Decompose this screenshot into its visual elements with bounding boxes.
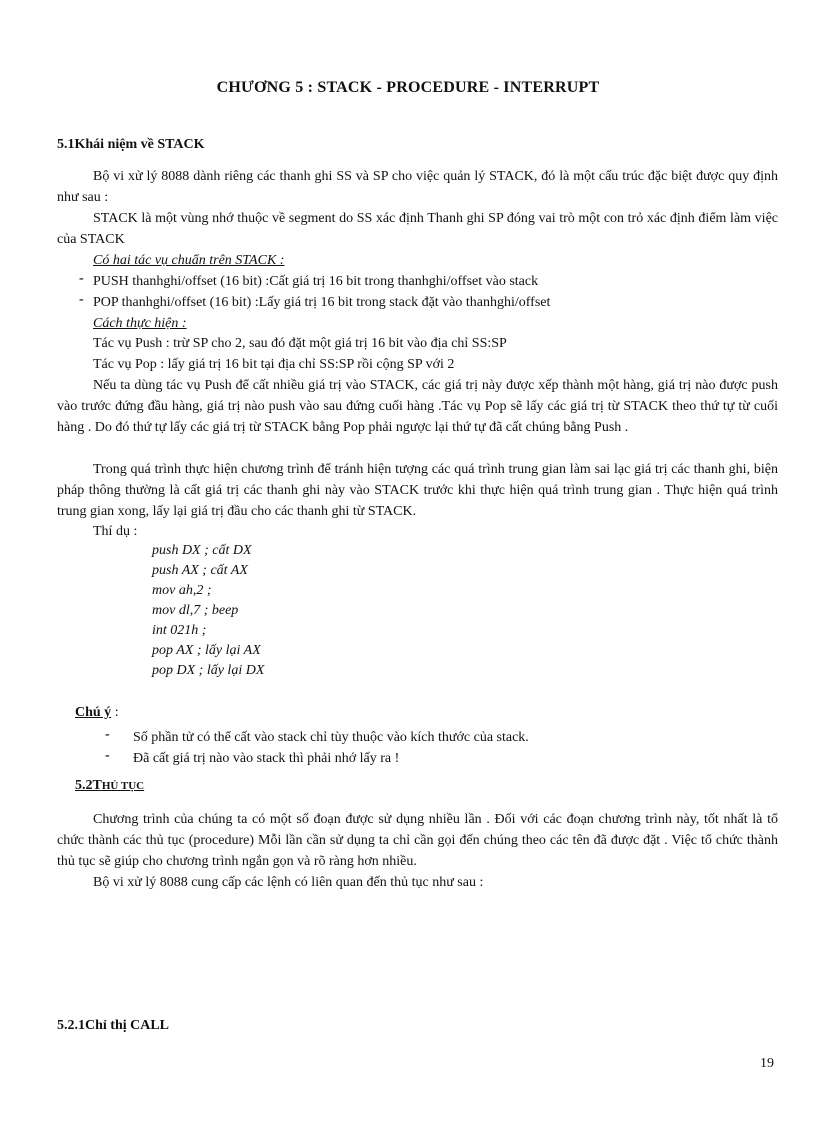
chapter-title: CHƯƠNG 5 : STACK - PROCEDURE - INTERRUPT	[216, 79, 600, 96]
code-line: push DX ; cất DX	[152, 543, 252, 558]
dash-bullet-icon: -	[79, 271, 84, 286]
page-number: 19	[760, 1056, 774, 1071]
stack-op-push: PUSH thanhghi/offset (16 bit) :Cất giá trị 16 bit trong thanhghi/offset vào stack	[93, 274, 539, 289]
note-label: Chú ý :	[75, 705, 119, 720]
push-description: Tác vụ Push : trừ SP cho 2, sau đó đặt một giá trị 16 bit vào địa chỉ SS:SP	[93, 336, 507, 351]
stack-op-pop: POP thanhghi/offset (16 bit) :Lấy giá trị 16 bit trong stack đặt vào thanhghi/offset	[93, 295, 551, 310]
dash-bullet-icon: -	[105, 748, 110, 763]
note-item: Số phần tử có thể cất vào stack chỉ tùy thuộc vào kích thước của stack.	[133, 730, 529, 745]
method-label: Cách thực hiện :	[93, 316, 187, 331]
section-5-1-para-2: STACK là một vùng nhớ thuộc về segment do SS xác định Thanh ghi SP đóng vai trò một con trỏ xác định điểm làm việc của STACK	[57, 211, 778, 247]
code-example	[152, 541, 452, 686]
section-5-2-para-1: Chương trình của chúng ta có một số đoạn được sử dụng nhiều lần . Đối với các đoạn chương trình này, tốt nhất là tổ chức thành các thủ tục (procedure) Mỗi lần cần sử dụng ta chỉ cần gọi đến chúng theo các tên đã được đặt . Việc tổ chức thành thủ tục sẽ giúp cho chương trình ngắn gọn và rõ ràng hơn nhiều.	[57, 812, 778, 869]
code-line: pop DX ; lấy lại DX	[152, 663, 265, 678]
code-line: pop AX ; lấy lại AX	[152, 643, 261, 658]
example-label: Thí dụ :	[93, 524, 138, 539]
note-item: Đã cất giá trị nào vào stack thì phải nhớ lấy ra !	[133, 751, 400, 766]
section-5-2-para-2: Bộ vi xử lý 8088 cung cấp các lệnh có liên quan đến thủ tục như sau :	[93, 875, 484, 890]
pop-description: Tác vụ Pop : lấy giá trị 16 bit tại địa chỉ SS:SP rồi cộng SP với 2	[93, 357, 455, 372]
code-line: push AX ; cất AX	[152, 563, 248, 578]
code-line: int 021h ;	[152, 623, 207, 638]
stack-ops-label: Có hai tác vụ chuẩn trên STACK :	[93, 253, 285, 268]
section-5-1-para-4: Trong quá trình thực hiện chương trình để tránh hiện tượng các quá trình trung gian làm sai lạc giá trị các thanh ghi, biện pháp thông thường là cất giá trị các thanh ghi này vào STACK trước khi thực hiện quá trình trung gian . Thực hiện quá trình trung gian xong, lấy lại giá trị đầu cho các thanh ghi từ STACK.	[57, 462, 778, 519]
section-5-1-heading: 5.1Khái niệm về STACK	[57, 137, 205, 152]
code-line: mov ah,2 ;	[152, 583, 212, 598]
section-5-1-para-1: Bộ vi xử lý 8088 dành riêng các thanh ghi SS và SP cho việc quản lý STACK, đó là một cấu trúc đặc biệt được quy định như sau :	[57, 169, 778, 205]
dash-bullet-icon: -	[79, 292, 84, 307]
section-5-2-1-heading: 5.2.1Chỉ thị CALL	[57, 1018, 170, 1033]
section-5-2-heading: 5.2THỦ TỤC	[75, 778, 145, 793]
code-line: mov dl,7 ; beep	[152, 603, 239, 618]
dash-bullet-icon: -	[105, 727, 110, 742]
section-5-1-para-3: Nếu ta dùng tác vụ Push để cất nhiều giá trị vào STACK, các giá trị này được xếp thành một hàng, giá trị nào được push vào trước đứng đầu hàng, giá trị nào push vào sau đứng cuối hàng .Tác vụ Pop sẽ lấy các giá trị từ STACK theo thứ tự từ cuối hàng . Do đó thứ tự lấy các giá trị từ STACK bằng Pop phải ngược lại thứ tự đã cất chúng bằng Push .	[57, 378, 778, 435]
